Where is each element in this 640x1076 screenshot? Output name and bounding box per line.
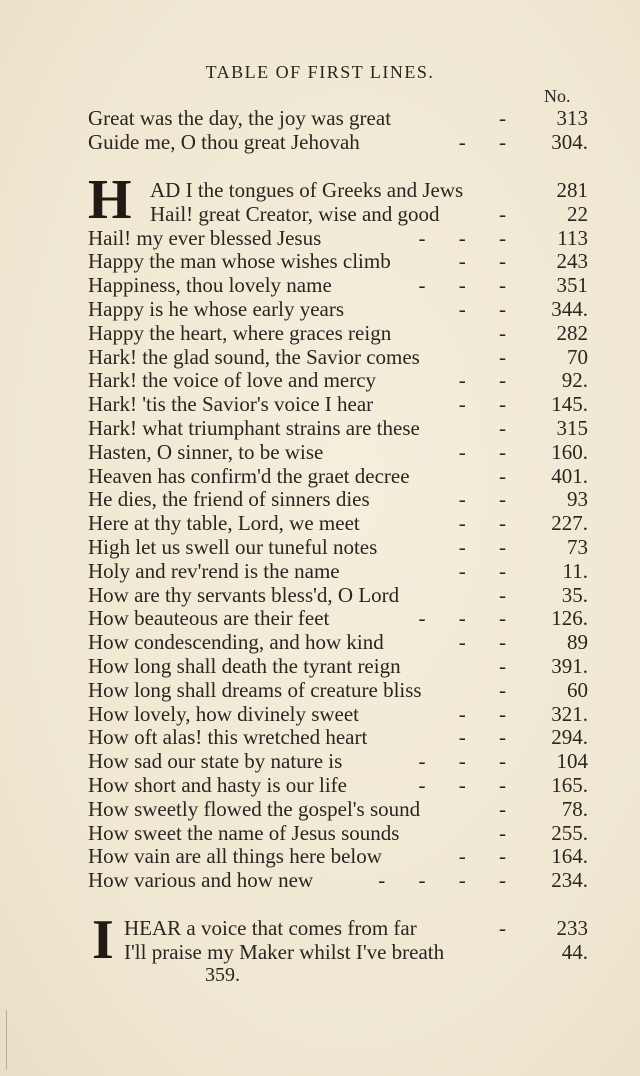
- table-row: [88, 559, 588, 583]
- hymn-number: 60: [567, 677, 588, 702]
- first-line-text: Happy the heart, where graces reign: [88, 320, 392, 345]
- hymn-number: 344.: [551, 297, 588, 321]
- first-line-text: Holy and rev'rend is the name: [88, 558, 340, 583]
- first-line-text: Hark! the voice of love and mercy: [88, 368, 377, 393]
- hymn-number: 234.: [551, 868, 588, 893]
- hymn-number: 11.: [562, 558, 588, 583]
- table-row: [88, 130, 588, 154]
- table-row: [88, 844, 588, 868]
- table-row: [88, 630, 588, 654]
- hymn-number: 92.: [561, 368, 588, 393]
- first-line-text: I'll praise my Maker whilst I've breath: [124, 939, 445, 964]
- hymn-number: 78.: [561, 796, 588, 821]
- leader-dashes: -: [499, 201, 520, 226]
- first-line-text: How long shall dreams of creature bliss: [88, 677, 422, 702]
- leader-dashes: - -: [458, 701, 520, 726]
- first-line-text: Happy the man whose wishes climb: [88, 249, 391, 274]
- leader-dashes: - - -: [418, 749, 520, 774]
- first-line-text: Hark! what triumphant strains are these: [88, 416, 420, 440]
- hymn-number: 22: [567, 201, 588, 226]
- leader-dashes: - -: [458, 511, 520, 536]
- leader-dashes: - -: [458, 725, 520, 750]
- margin-line: [6, 1010, 7, 1070]
- hymn-number: 165.: [551, 773, 588, 797]
- first-line-text: Happy is he whose early years: [88, 297, 344, 321]
- table-row: [150, 202, 588, 226]
- first-line-text: Hark! the glad sound, the Savior comes: [88, 344, 420, 369]
- leader-dashes: -: [499, 582, 520, 607]
- first-line-text: Great was the day, the joy was great: [88, 106, 392, 130]
- table-row: [88, 368, 588, 392]
- hymn-number: 70: [567, 344, 588, 369]
- leader-dashes: - - -: [418, 773, 520, 797]
- hymn-number: 44.: [561, 939, 588, 964]
- first-line-text: How various and how new: [88, 868, 314, 893]
- leader-dashes: - - -: [418, 225, 520, 250]
- first-line-text: Happiness, thou lovely name: [88, 273, 332, 298]
- hymn-number: 255.: [551, 820, 588, 845]
- table-row: [88, 321, 588, 345]
- hymn-number: 313: [556, 106, 588, 130]
- table-row: [88, 702, 588, 726]
- leader-dashes: -: [499, 463, 520, 488]
- hymn-number: 315: [556, 416, 588, 440]
- table-row: [88, 821, 588, 845]
- leader-dashes: - -: [458, 129, 520, 154]
- table-row: [88, 868, 588, 892]
- first-line-text: AD I the tongues of Greeks and Jews: [150, 178, 464, 202]
- hymn-number: 104: [556, 749, 588, 774]
- leader-dashes: -: [499, 106, 520, 130]
- table-row: [88, 749, 588, 773]
- first-line-text: Heaven has confirm'd the graet decree: [88, 463, 410, 488]
- first-line-text: How short and hasty is our life: [88, 773, 347, 797]
- first-line-text: Hail! my ever blessed Jesus: [88, 225, 322, 250]
- hymn-number: 233: [556, 916, 588, 940]
- first-line-text: How sad our state by nature is: [88, 749, 343, 774]
- leader-dashes: -: [499, 320, 520, 345]
- table-row: [124, 940, 588, 964]
- first-line-text: Hark! 'tis the Savior's voice I hear: [88, 392, 374, 417]
- table-row: [88, 297, 588, 321]
- table-row: [88, 583, 588, 607]
- table-row: [88, 773, 588, 797]
- leader-dashes: - -: [458, 487, 520, 512]
- leader-dashes: -: [499, 796, 520, 821]
- hymn-number: 145.: [551, 392, 588, 417]
- hymn-number: 351: [556, 273, 588, 298]
- table-row: [88, 345, 588, 369]
- table-row: [88, 440, 588, 464]
- leader-dashes: -: [499, 916, 520, 940]
- leader-dashes: -: [499, 344, 520, 369]
- leader-dashes: - -: [458, 392, 520, 417]
- table-row: [88, 392, 588, 416]
- first-line-text: How oft alas! this wretched heart: [88, 725, 368, 750]
- drop-cap-letter: H: [88, 169, 132, 231]
- table-row: [88, 797, 588, 821]
- table-row: [88, 606, 588, 630]
- leader-dashes: - -: [458, 558, 520, 583]
- first-line-text: How condescending, and how kind: [88, 630, 384, 655]
- table-row: [88, 249, 588, 273]
- leader-dashes: - -: [458, 535, 520, 559]
- leader-dashes: -: [499, 820, 520, 845]
- drop-cap-letter: I: [92, 909, 114, 971]
- hymn-number: 401.: [551, 463, 588, 488]
- table-row: [88, 654, 588, 678]
- first-line-text: How long shall death the tyrant reign: [88, 654, 401, 678]
- hymn-number: 93: [567, 487, 588, 512]
- leader-dashes: - - -: [418, 606, 520, 631]
- leader-dashes: - -: [458, 630, 520, 655]
- leader-dashes: - -: [458, 297, 520, 321]
- leader-dashes: - -: [458, 368, 520, 393]
- first-line-text: How are thy servants bless'd, O Lord: [88, 582, 400, 607]
- hymn-number: 294.: [551, 725, 588, 750]
- leader-dashes: -: [499, 677, 520, 702]
- table-row: [124, 916, 588, 940]
- page-header: TABLE OF FIRST LINES.: [205, 62, 435, 82]
- page-number: 359.: [205, 964, 240, 986]
- first-line-text: Guide me, O thou great Jehovah: [88, 129, 360, 154]
- leader-dashes: -: [499, 416, 520, 440]
- table-row: [88, 535, 588, 559]
- first-line-text: How vain are all things here below: [88, 844, 382, 869]
- leader-dashes: - -: [458, 249, 520, 274]
- number-column-label: No.: [544, 86, 571, 106]
- first-line-text: Here at thy table, Lord, we meet: [88, 511, 360, 536]
- hymn-number: 35.: [561, 582, 588, 607]
- hymn-number: 113: [557, 225, 588, 250]
- hymn-number: 227.: [551, 511, 588, 536]
- first-line-text: High let us swell our tuneful notes: [88, 535, 378, 559]
- hymn-number: 321.: [551, 701, 588, 726]
- hymn-number: 160.: [551, 439, 588, 464]
- first-line-text: HEAR a voice that comes from far: [124, 916, 417, 940]
- table-row: [150, 178, 588, 202]
- hymn-number: 391.: [551, 654, 588, 678]
- first-line-text: Hail! great Creator, wise and good: [150, 201, 440, 226]
- leader-dashes: - -: [458, 439, 520, 464]
- table-row: [88, 511, 588, 535]
- first-line-text: He dies, the friend of sinners dies: [88, 487, 370, 512]
- leader-dashes: -: [499, 654, 520, 678]
- first-line-text: How beauteous are their feet: [88, 606, 330, 631]
- leader-dashes: - - -: [418, 273, 520, 298]
- first-line-text: How lovely, how divinely sweet: [88, 701, 360, 726]
- table-row: [88, 487, 588, 511]
- hymn-number: 73: [567, 535, 588, 559]
- first-line-text: Hasten, O sinner, to be wise: [88, 439, 324, 464]
- table-row: [88, 226, 588, 250]
- leader-dashes: - -: [458, 844, 520, 869]
- table-row: [88, 678, 588, 702]
- hymn-number: 89: [567, 630, 588, 655]
- table-row: [88, 725, 588, 749]
- hymn-number: 243: [556, 249, 588, 274]
- hymn-number: 282: [556, 320, 588, 345]
- table-row: [88, 464, 588, 488]
- first-line-text: How sweetly flowed the gospel's sound: [88, 796, 421, 821]
- hymn-number: 164.: [551, 844, 588, 869]
- table-row: [88, 416, 588, 440]
- hymn-number: 281: [556, 178, 588, 202]
- leader-dashes: - - - -: [378, 868, 520, 893]
- first-line-text: How sweet the name of Jesus sounds: [88, 820, 400, 845]
- table-row: [88, 273, 588, 297]
- table-row: [88, 106, 588, 130]
- hymn-number: 126.: [551, 606, 588, 631]
- hymn-number: 304.: [551, 129, 588, 154]
